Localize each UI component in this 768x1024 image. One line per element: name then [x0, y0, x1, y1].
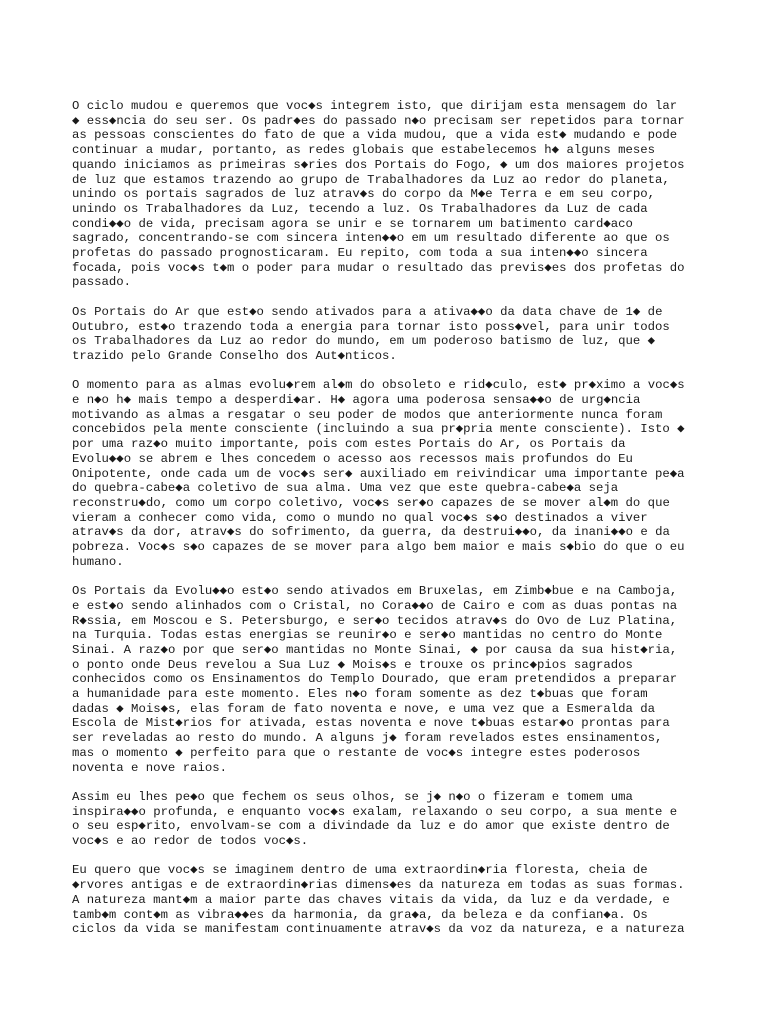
text-line: o seu esp◆rito, envolvam-se com a divindade da luz e do amor que existe dentro de: [72, 819, 670, 834]
text-line: Os Portais do Ar que est◆o sendo ativados para a ativa◆◆o da data chave de 1◆ de: [72, 304, 663, 319]
text-line: humano.: [72, 554, 124, 569]
text-line: a humanidade para este momento. Eles n◆o foram somente as dez t◆buas que foram: [72, 687, 648, 702]
text-line: inspira◆◆o profunda, e enquanto voc◆s exalam, relaxando o seu corpo, a sua mente e: [72, 804, 678, 819]
text-line: sagrado, concentrando-se com sincera inten◆◆o em um resultado diferente ao que os: [72, 231, 670, 246]
text-line: profetas do passado prognosticaram. Eu repito, com toda a sua inten◆◆o sincera: [72, 246, 648, 261]
text-line: o ponto onde Deus revelou a Sua Luz ◆ Mois◆s e trouxe os princ◆pios sagrados: [72, 657, 633, 672]
text-line: e est◆o sendo alinhados com o Cristal, no Cora◆◆o de Cairo e com as duas pontas na: [72, 598, 678, 613]
text-line: dadas ◆ Mois◆s, elas foram de fato noventa e nove, e uma vez que a Esmeralda da: [72, 701, 656, 716]
text-line: O ciclo mudou e queremos que voc◆s integrem isto, que dirijam esta mensagem do lar: [72, 99, 678, 113]
text-line: voc◆s e ao redor de todos voc◆s.: [72, 834, 309, 849]
paragraph-2: [72, 305, 712, 364]
text-line: pobreza. Voc◆s s◆o capazes de se mover para algo bem maior e mais s◆bio do que o eu: [72, 540, 685, 555]
text-line: vieram a conhecer como vida, como o mundo no qual voc◆s s◆o destinados a viver: [72, 510, 648, 525]
text-line: Evolu◆◆o se abrem e lhes concedem o acesso aos recessos mais profundos do Eu: [72, 451, 633, 466]
text-line: os Trabalhadores da Luz ao redor do mundo, em um poderoso batismo de luz, que ◆: [72, 334, 655, 349]
text-line: por uma raz◆o muito importante, pois com estes Portais do Ar, os Portais da: [72, 437, 626, 452]
text-line: Eu quero que voc◆s se imaginem dentro de uma extraordin◆ria floresta, cheia de: [72, 863, 648, 878]
text-line: tamb◆m cont◆m as vibra◆◆es da harmonia, da gra◆a, da beleza e da confian◆a. Os: [72, 907, 648, 922]
text-line: R◆ssia, em Moscou e S. Petersburgo, e ser◆o tecidos atrav◆s do Ovo de Luz Platina,: [72, 613, 678, 628]
text-line: na Turquia. Todas estas energias se reunir◆o e ser◆o mantidas no centro do Monte: [72, 628, 663, 643]
text-line: e n◆o h◆ mais tempo a desperdi◆ar. H◆ agora uma poderosa sensa◆◆o de urg◆ncia: [72, 393, 641, 408]
text-line: noventa e nove raios.: [72, 760, 227, 775]
text-line: ◆ ess◆ncia do seu ser. Os padr◆es do passado n◆o precisam ser repetidos para tornar: [72, 113, 685, 128]
text-line: concebidos pela mente consciente (incluindo a sua pr◆pria mente consciente). Isto ◆: [72, 422, 685, 437]
text-line: motivando as almas a resgatar o seu poder de modos que anteriormente nunca foram: [72, 407, 663, 422]
text-line: ser reveladas ao resto do mundo. A alguns j◆ foram revelados estes ensinamentos,: [72, 731, 663, 746]
text-line: Sinai. A raz◆o por que ser◆o mantidas no Monte Sinai, ◆ por causa da sua hist◆ria,: [72, 642, 678, 657]
text-line: mas o momento ◆ perfeito para que o restante de voc◆s integre estes poderosos: [72, 745, 641, 760]
text-line: reconstru◆do, como um corpo coletivo, voc◆s ser◆o capazes de se mover al◆m do que: [72, 495, 670, 510]
text-line: Outubro, est◆o trazendo toda a energia para tornar isto poss◆vel, para unir todos: [72, 319, 670, 334]
text-line: de luz que estamos trazendo ao grupo de Trabalhadores da Luz ao redor do planeta,: [72, 172, 670, 187]
text-line: O momento para as almas evolu◆rem al◆m do obsoleto e rid◆culo, est◆ pr◆ximo a voc◆s: [72, 378, 685, 393]
text-line: ◆rvores antigas e de extraordin◆rias dimens◆es da natureza em todas as suas formas.: [72, 878, 685, 893]
text-line: conhecidos como os Ensinamentos do Templo Dourado, que eram pretendidos a preparar: [72, 672, 678, 687]
paragraph-1: [72, 99, 712, 290]
text-line: unindo os portais sagrados de luz atrav◆s do corpo da M◆e Terra e em seu corpo,: [72, 187, 656, 202]
text-line: condi◆◆o de vida, precisam agora se unir e se tornarem um batimento card◆aco: [72, 216, 633, 231]
text-line: focada, pois voc◆s t◆m o poder para mudar o resultado das previs◆es dos profetas do: [72, 260, 685, 275]
text-line: A natureza mant◆m a maior parte das chaves vitais da vida, da luz e da verdade, e: [72, 892, 670, 907]
text-line: Assim eu lhes pe◆o que fechem os seus olhos, se j◆ n◆o o fizeram e tomem uma: [72, 789, 633, 804]
text-line: Onipotente, onde cada um de voc◆s ser◆ auxiliado em reivindicar uma importante pe◆a: [72, 466, 685, 481]
text-line: do quebra-cabe◆a coletivo de sua alma. Uma vez que este quebra-cabe◆a seja: [72, 481, 619, 496]
text-line: quando iniciamos as primeiras s◆ries dos Portais do Fogo, ◆ um dos maiores projetos: [72, 157, 685, 172]
text-line: as pessoas conscientes do fato de que a vida mudou, que a vida est◆ mudando e pode: [72, 128, 678, 143]
text-line: ciclos da vida se manifestam continuamente atrav◆s da voz da natureza, e a natureza: [72, 922, 685, 937]
text-line: Os Portais da Evolu◆◆o est◆o sendo ativados em Bruxelas, em Zimb◆bue e na Camboja,: [72, 584, 678, 599]
text-line: passado.: [72, 275, 132, 290]
paragraph-5: [72, 790, 712, 849]
text-line: trazido pelo Grande Conselho dos Aut◆nticos.: [72, 348, 397, 363]
paragraph-3: [72, 378, 712, 569]
text-line: Escola de Mist◆rios for ativada, estas noventa e nove t◆buas estar◆o prontas para: [72, 716, 670, 731]
text-line: atrav◆s da dor, atrav◆s do sofrimento, da guerra, da destrui◆◆o, da inani◆◆o e da: [72, 525, 670, 540]
text-line: continuar a mudar, portanto, as redes globais que estabelecemos h◆ alguns meses: [72, 143, 655, 158]
paragraph-6: [72, 863, 712, 937]
document-page: [72, 99, 712, 952]
paragraph-4: [72, 584, 712, 775]
text-line: unindo os Trabalhadores da Luz, tecendo a luz. Os Trabalhadores da Luz de cada: [72, 201, 648, 216]
